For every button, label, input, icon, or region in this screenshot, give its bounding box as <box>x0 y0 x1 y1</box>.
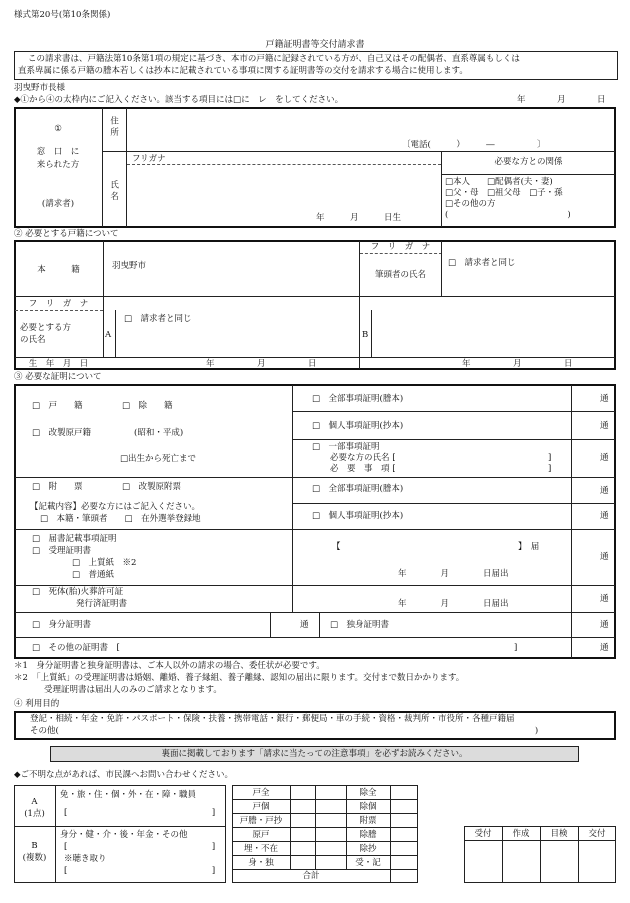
purpose-other-field[interactable]: その他( ) <box>30 726 539 736</box>
ichibu-name-bracket: ] <box>548 453 552 463</box>
head-name-label: 筆頭者の氏名 <box>374 270 426 280</box>
instruction: ◆①から④の太枠内にご記入ください。該当する項目には□に レ をしてください。 <box>14 95 344 105</box>
need-name-label-2: の氏名 <box>20 335 46 345</box>
office-a-items[interactable]: 免・旅・住・個・外・在・障・職員 <box>60 790 197 800</box>
person-a-label: A <box>105 330 112 340</box>
kojin-checkbox[interactable]: □ 個人事項証明(抄本) <box>312 421 404 431</box>
juri-checkbox[interactable]: □ 受理証明書 <box>32 546 92 556</box>
name-field[interactable] <box>130 166 438 210</box>
era-label: (昭和・平成) <box>134 428 184 438</box>
stamp-kofu: 交付 <box>588 829 606 839</box>
person-b-label: B <box>362 330 369 340</box>
count-fuhyo-kojin: 通 <box>600 511 609 521</box>
count-shitai: 通 <box>600 594 609 604</box>
person-b-name-field[interactable] <box>376 312 612 354</box>
note-3: 受理証明書は届出人のみのご請求となります。 <box>44 685 222 695</box>
todoke-date-field[interactable]: 年 月 日届出 <box>398 569 509 579</box>
person-b-birth-field[interactable]: 年 月 日 <box>462 359 573 369</box>
koseki-checkbox[interactable]: □ 戸 籍 <box>32 401 83 411</box>
note-2: ＊2 「上質紙」の受理証明書は婚姻、離婚、養子縁組、養子離縁、認知の届出に限ります。交付まで数日かかります。 <box>14 673 465 683</box>
todoke-checkbox[interactable]: □ 届書記載事項証明 <box>32 534 117 544</box>
contact-text: ◆ご不明な点があれば、市民課へお問い合わせください。 <box>14 770 234 780</box>
relationship-title: 必要な方との関係 <box>494 157 563 167</box>
mibun-checkbox[interactable]: □ 身分証明書 <box>32 620 92 630</box>
tally-right-5: 受・記 <box>355 858 381 868</box>
tally-left-4: 埋・不在 <box>243 844 278 854</box>
addressee: 羽曳野市長様 <box>14 83 66 93</box>
office-b-sub: (複数) <box>22 853 47 863</box>
futsu-checkbox[interactable]: □ 普通紙 <box>72 570 115 580</box>
s1-label-3: (請求者) <box>41 199 75 209</box>
ichibu-jiko-bracket: ] <box>548 464 552 474</box>
count-dokushin: 通 <box>600 620 609 630</box>
header-date-year: 年 <box>517 95 526 105</box>
person-a-birth-field[interactable]: 年 月 日 <box>206 359 317 369</box>
furigana-label: フリガナ <box>132 154 166 164</box>
need-name-label-1: 必要とする方 <box>20 323 72 333</box>
kisai-label: 【記載内容】必要な方にはご記入ください。 <box>30 502 201 512</box>
office-a-label: A <box>31 797 38 807</box>
tally-right-3: 除謄 <box>359 830 377 840</box>
relationship-other[interactable]: □その他の方 <box>445 199 496 209</box>
tally-right-4: 除抄 <box>359 844 377 854</box>
stamp-mokuken: 目検 <box>550 829 568 839</box>
honseki-field[interactable] <box>112 272 352 292</box>
s1-label-1: 窓 口 に <box>36 147 80 157</box>
fuhyo-zenbu-checkbox[interactable]: □ 全部事項証明(謄本) <box>312 484 404 494</box>
purpose-options[interactable]: 登記・相続・年金・免許・パスポート・保険・扶養・携帯電話・銀行・郵便局・車の手続・資格・裁判所・市役所・各種戸籍届 <box>30 714 515 724</box>
todoke-type-field[interactable] <box>352 540 512 554</box>
hakko-label: 発行済証明書 <box>76 599 128 609</box>
office-b-field-2[interactable]: [ ] <box>64 866 216 876</box>
zenbu-checkbox[interactable]: □ 全部事項証明(謄本) <box>312 394 404 404</box>
joseki-checkbox[interactable]: □ 除 籍 <box>122 401 173 411</box>
tally-left-2: 戸謄・戸抄 <box>239 816 283 826</box>
intro-line-1: この請求書は、戸籍法第10条第1項の規定に基づき、本市の戸籍に記録されている方が、自己又はその配偶者、直系尊属もしくは <box>28 54 520 64</box>
count-fuhyo-zenbu: 通 <box>600 486 609 496</box>
count-sonota: 通 <box>600 643 609 653</box>
sonota-checkbox[interactable]: □ その他の証明書 [ <box>32 643 120 653</box>
tally-left-0: 戸全 <box>252 788 270 798</box>
joshitsu-checkbox[interactable]: □ 上質紙 ※2 <box>72 558 137 568</box>
section-3-title: ③ 必要な証明について <box>14 372 102 382</box>
s1-number: ① <box>54 124 62 134</box>
tally-right-2: 附票 <box>359 816 377 826</box>
fuhyo-kojin-checkbox[interactable]: □ 個人事項証明(抄本) <box>312 511 404 521</box>
ichibu-jiko-field[interactable]: 必 要 事 項 [ <box>330 464 396 474</box>
name-label: 氏名 <box>108 180 119 203</box>
s1-label-2: 来られた方 <box>36 160 80 170</box>
tally-left-5: 身・独 <box>248 858 274 868</box>
shitai-checkbox[interactable]: □ 死体(胎)火葬許可証 <box>32 587 124 597</box>
office-b-hearing[interactable]: ※聴き取り <box>64 854 107 864</box>
stamp-uketsuke: 受付 <box>474 829 492 839</box>
office-b-items[interactable]: 身分・健・介・後・年金・その他 <box>60 830 188 840</box>
form-title: 戸籍証明書等交付請求書 <box>265 40 365 50</box>
header-date-month: 月 <box>557 95 566 105</box>
need-furigana-label: フ リ ガ ナ <box>28 299 89 309</box>
ichibu-name-field[interactable]: 必要な方の氏名 [ <box>330 453 396 463</box>
kaisei-checkbox[interactable]: □ 改製原戸籍 <box>32 428 92 438</box>
kaisei-fuhyo-checkbox[interactable]: □ 改製原附票 <box>122 482 182 492</box>
todoke-bracket-right: 】 届 <box>518 542 540 552</box>
section-2-title: ② 必要とする戸籍について <box>14 229 119 239</box>
relationship-options-1[interactable]: □本人 □配偶者(夫・妻) <box>445 177 553 187</box>
relationship-other-field[interactable]: ( ) <box>445 210 571 220</box>
tally-right-1: 除個 <box>359 802 377 812</box>
fuhyo-checkbox[interactable]: □ 附 票 <box>32 482 83 492</box>
tally-total: 合計 <box>302 871 320 881</box>
count-mibun: 通 <box>300 620 309 630</box>
sonota-bracket: ] <box>514 643 518 653</box>
dokushin-checkbox[interactable]: □ 独身証明書 <box>330 620 390 630</box>
phone-field[interactable]: 〔電話( ） ― 〕 <box>402 140 546 150</box>
person-a-name-field[interactable] <box>120 326 356 354</box>
count-kojin: 通 <box>600 421 609 431</box>
todoke-bracket-left: 【 <box>332 542 341 552</box>
birth-to-death-checkbox[interactable]: □出生から死亡まで <box>120 454 197 464</box>
head-furigana-label: フ リ ガ ナ <box>370 242 431 252</box>
honseki-label: 本 籍 <box>37 265 80 275</box>
person-a-same-checkbox[interactable]: □ 請求者と同じ <box>124 314 192 324</box>
office-b-label: B <box>31 841 38 851</box>
office-a-field[interactable]: [ ] <box>64 808 216 818</box>
tally-right-0: 除全 <box>359 788 377 798</box>
count-ichibu: 通 <box>600 453 609 463</box>
form-number: 様式第20号(第10条関係) <box>14 10 111 20</box>
section-4-title: ④ 利用目的 <box>14 699 60 709</box>
count-todoke: 通 <box>600 552 609 562</box>
office-b-field-1[interactable]: [ ] <box>64 842 216 852</box>
stamp-sakusei: 作成 <box>512 829 530 839</box>
head-same-checkbox[interactable]: □ 請求者と同じ <box>448 258 516 268</box>
office-a-sub: (1点) <box>24 809 45 819</box>
honseki-city: 羽曳野市 <box>112 261 147 271</box>
note-1: ＊1 身分証明書と独身証明書は、ご本人以外の請求の場合、委任状が必要です。 <box>14 661 325 671</box>
kisai-options[interactable]: □ 本籍・筆頭者 □ 在外選挙登録地 <box>40 514 201 524</box>
birth-date-field[interactable]: 年 月 日生 <box>316 213 402 223</box>
count-zenbu: 通 <box>600 394 609 404</box>
birth-label: 生 年 月 日 <box>28 359 89 369</box>
shitai-date-field[interactable]: 年 月 日届出 <box>398 599 509 609</box>
notice-text: 裏面に掲載しております「請求に当たっての注意事項」を必ずお読みください。 <box>161 749 468 759</box>
relationship-options-2[interactable]: □父・母 □祖父母 □子・孫 <box>445 188 563 198</box>
address-label: 住所 <box>108 116 119 139</box>
header-date-day: 日 <box>597 95 606 105</box>
tally-left-1: 戸個 <box>252 802 270 812</box>
ichibu-checkbox[interactable]: □ 一部事項証明 <box>312 442 380 452</box>
tally-left-3: 原戸 <box>252 830 270 840</box>
intro-line-2: 直系卑属に係る戸籍の謄本若しくは抄本に記載されている事項に関する証明書等の交付を請求する場合に使用します。 <box>18 66 468 76</box>
